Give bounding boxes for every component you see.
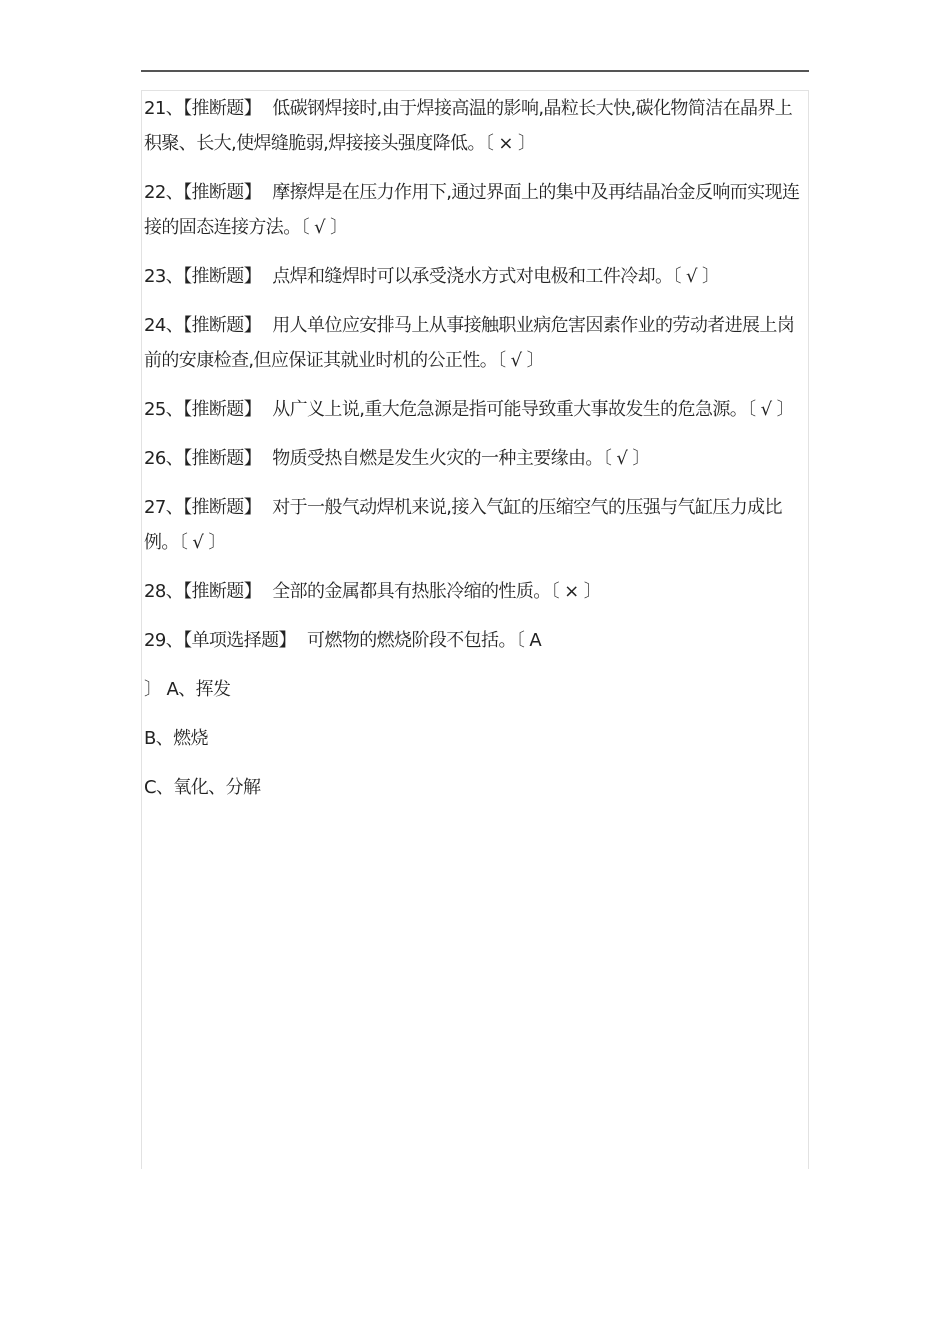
question-item (144, 441, 806, 476)
question-item (144, 175, 806, 245)
question-type: 【推断题】 (183, 581, 262, 602)
question-number: 24、 (144, 315, 184, 336)
question-number: 22、 (144, 182, 184, 203)
question-text: 全部的金属都具有热胀冷缩的性质。 (272, 581, 551, 602)
question-item (144, 259, 806, 294)
answer-option: B、燃烧 (144, 728, 208, 749)
question-item (144, 392, 806, 427)
question-text: 用人单位应安排马上从事接触职业病危害因素作业的劳动者进展上岗前的安康检查,但应保证其就业时机的公正性。 (144, 315, 795, 371)
question-answer: 〔 √ 〕 (672, 266, 720, 287)
question-text: 可燃物的燃烧阶段不包括。 (307, 630, 516, 651)
answer-option: C、氧化、分解 (144, 777, 261, 798)
question-item (144, 308, 806, 378)
question-number: 21、 (144, 98, 184, 119)
header-rule (141, 70, 809, 72)
question-answer: 〔 √ 〕 (497, 350, 545, 371)
question-answer: 〔 × 〕 (484, 133, 536, 154)
question-number: 28、 (144, 581, 184, 602)
question-list (144, 91, 806, 819)
question-type: 【推断题】 (183, 182, 262, 203)
question-answer: 〔 √ 〕 (178, 532, 226, 553)
question-text: 点焊和缝焊时可以承受浇水方式对电极和工件冷却。 (272, 266, 673, 287)
question-number: 27、 (144, 497, 184, 518)
question-item (144, 623, 806, 658)
question-number: 26、 (144, 448, 184, 469)
question-answer: 〔 √ 〕 (602, 448, 650, 469)
question-answer: 〔 √ 〕 (747, 399, 795, 420)
question-text: 低碳钢焊接时,由于焊接高温的影响,晶粒长大快,碳化物简洁在晶界上积聚、长大,使焊缝脆弱,焊接接头强度降低。 (144, 98, 793, 154)
question-type: 【单项选择题】 (183, 630, 296, 651)
question-item (144, 91, 806, 161)
question-type: 【推断题】 (183, 497, 262, 518)
question-text: 对于一般气动焊机来说,接入气缸的压缩空气的压强与气缸压力成比例。 (144, 497, 782, 553)
question-type: 【推断题】 (183, 448, 262, 469)
question-type: 【推断题】 (183, 315, 262, 336)
question-answer: 〔 × 〕 (550, 581, 602, 602)
question-item (144, 490, 806, 560)
question-item (144, 574, 806, 609)
question-number: 23、 (144, 266, 184, 287)
question-answer: 〔 A (515, 630, 542, 651)
question-text: 物质受热自燃是发生火灾的一种主要缘由。 (272, 448, 603, 469)
question-type: 【推断题】 (183, 98, 262, 119)
question-text: 从广义上说,重大危急源是指可能导致重大事故发生的危急源。 (272, 399, 748, 420)
question-type: 【推断题】 (183, 399, 262, 420)
question-number: 29、 (144, 630, 184, 651)
question-text: 摩擦焊是在压力作用下,通过界面上的集中及再结晶冶金反响而实现连接的固态连接方法。 (144, 182, 800, 238)
question-type: 【推断题】 (183, 266, 262, 287)
question-answer: 〔 √ 〕 (300, 217, 348, 238)
question-number: 25、 (144, 399, 184, 420)
answer-option: 〕 A、挥发 (144, 679, 231, 700)
